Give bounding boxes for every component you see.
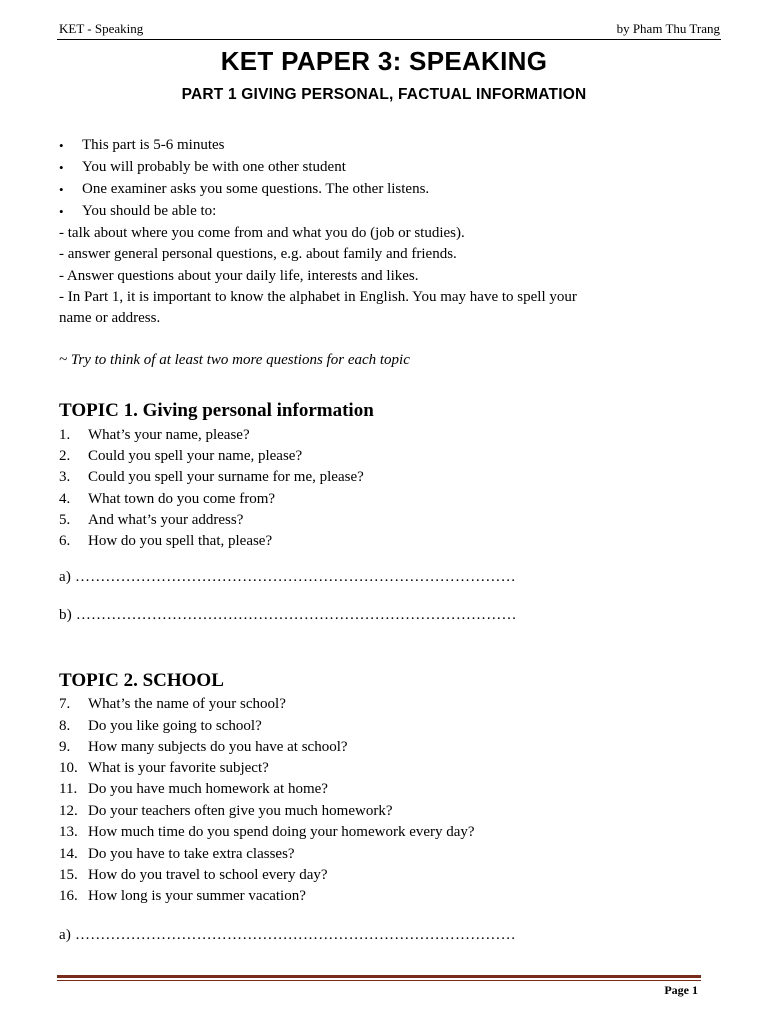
question-number: 4. bbox=[59, 491, 71, 507]
ability-item: - In Part 1, it is important to know the alphabet in English. You may have to spell your bbox=[59, 289, 577, 305]
tip-text: ~ Try to think of at least two more questions for each topic bbox=[59, 352, 410, 368]
ability-item: - answer general personal questions, e.g. about family and friends. bbox=[59, 246, 457, 262]
question-number: 16. bbox=[59, 888, 78, 904]
ability-item: - talk about where you come from and what you do (job or studies). bbox=[59, 225, 465, 241]
question-text: Could you spell your surname for me, please? bbox=[88, 469, 364, 485]
bullet-marker: • bbox=[59, 204, 64, 219]
page-number: Page 1 bbox=[664, 983, 698, 997]
running-header-left: KET - Speaking bbox=[59, 21, 144, 36]
answer-line-a[interactable]: a) …………………………………………………………………………… bbox=[59, 927, 516, 943]
question-number: 7. bbox=[59, 696, 71, 712]
question-text: Could you spell your name, please? bbox=[88, 448, 303, 464]
question-number: 5. bbox=[59, 512, 71, 528]
question-text: Do you have much homework at home? bbox=[88, 781, 328, 797]
topic-1-heading: TOPIC 1. Giving personal information bbox=[59, 400, 374, 421]
header-rule bbox=[57, 39, 721, 40]
question-text: Do you like going to school? bbox=[88, 718, 262, 734]
question-number: 9. bbox=[59, 739, 71, 755]
bullet-item: You should be able to: bbox=[82, 203, 217, 219]
question-number: 8. bbox=[59, 718, 71, 734]
bullet-marker: • bbox=[59, 160, 64, 175]
question-text: How many subjects do you have at school? bbox=[88, 739, 348, 755]
question-number: 12. bbox=[59, 803, 78, 819]
bullet-item: You will probably be with one other student bbox=[82, 159, 346, 175]
bullet-marker: • bbox=[59, 138, 64, 153]
question-text: What’s your name, please? bbox=[88, 427, 250, 443]
footer-rule-thin bbox=[57, 980, 701, 981]
question-text: What town do you come from? bbox=[88, 491, 276, 507]
question-text: What’s the name of your school? bbox=[88, 696, 286, 712]
bullet-marker: • bbox=[59, 182, 64, 197]
question-number: 15. bbox=[59, 867, 78, 883]
bullet-item: This part is 5-6 minutes bbox=[82, 137, 225, 153]
topic-2-heading: TOPIC 2. SCHOOL bbox=[59, 670, 224, 691]
question-text: Do you have to take extra classes? bbox=[88, 846, 295, 862]
ability-item: name or address. bbox=[59, 310, 161, 326]
bullet-item: One examiner asks you some questions. The other listens. bbox=[82, 181, 430, 197]
question-number: 2. bbox=[59, 448, 71, 464]
question-text: Do your teachers often give you much homework? bbox=[88, 803, 393, 819]
question-number: 14. bbox=[59, 846, 78, 862]
question-text: How much time do you spend doing your homework every day? bbox=[88, 824, 475, 840]
question-text: How do you spell that, please? bbox=[88, 533, 273, 549]
question-number: 11. bbox=[59, 781, 78, 797]
question-number: 3. bbox=[59, 469, 71, 485]
page-title: KET PAPER 3: SPEAKING bbox=[220, 46, 548, 76]
question-number: 10. bbox=[59, 760, 78, 776]
ability-item: - Answer questions about your daily life, interests and likes. bbox=[59, 268, 419, 284]
page-subtitle: PART 1 GIVING PERSONAL, FACTUAL INFORMATION bbox=[181, 86, 587, 103]
question-number: 1. bbox=[59, 427, 71, 443]
running-header-right: by Pham Thu Trang bbox=[616, 21, 720, 36]
answer-line-a[interactable]: a) …………………………………………………………………………… bbox=[59, 569, 516, 585]
footer-rule-thick bbox=[57, 975, 701, 978]
question-number: 13. bbox=[59, 824, 78, 840]
question-text: How do you travel to school every day? bbox=[88, 867, 328, 883]
answer-line-b[interactable]: b) …………………………………………………………………………… bbox=[59, 607, 517, 623]
question-text: What is your favorite subject? bbox=[88, 760, 269, 776]
question-text: How long is your summer vacation? bbox=[88, 888, 306, 904]
question-text: And what’s your address? bbox=[88, 512, 244, 528]
question-number: 6. bbox=[59, 533, 71, 549]
